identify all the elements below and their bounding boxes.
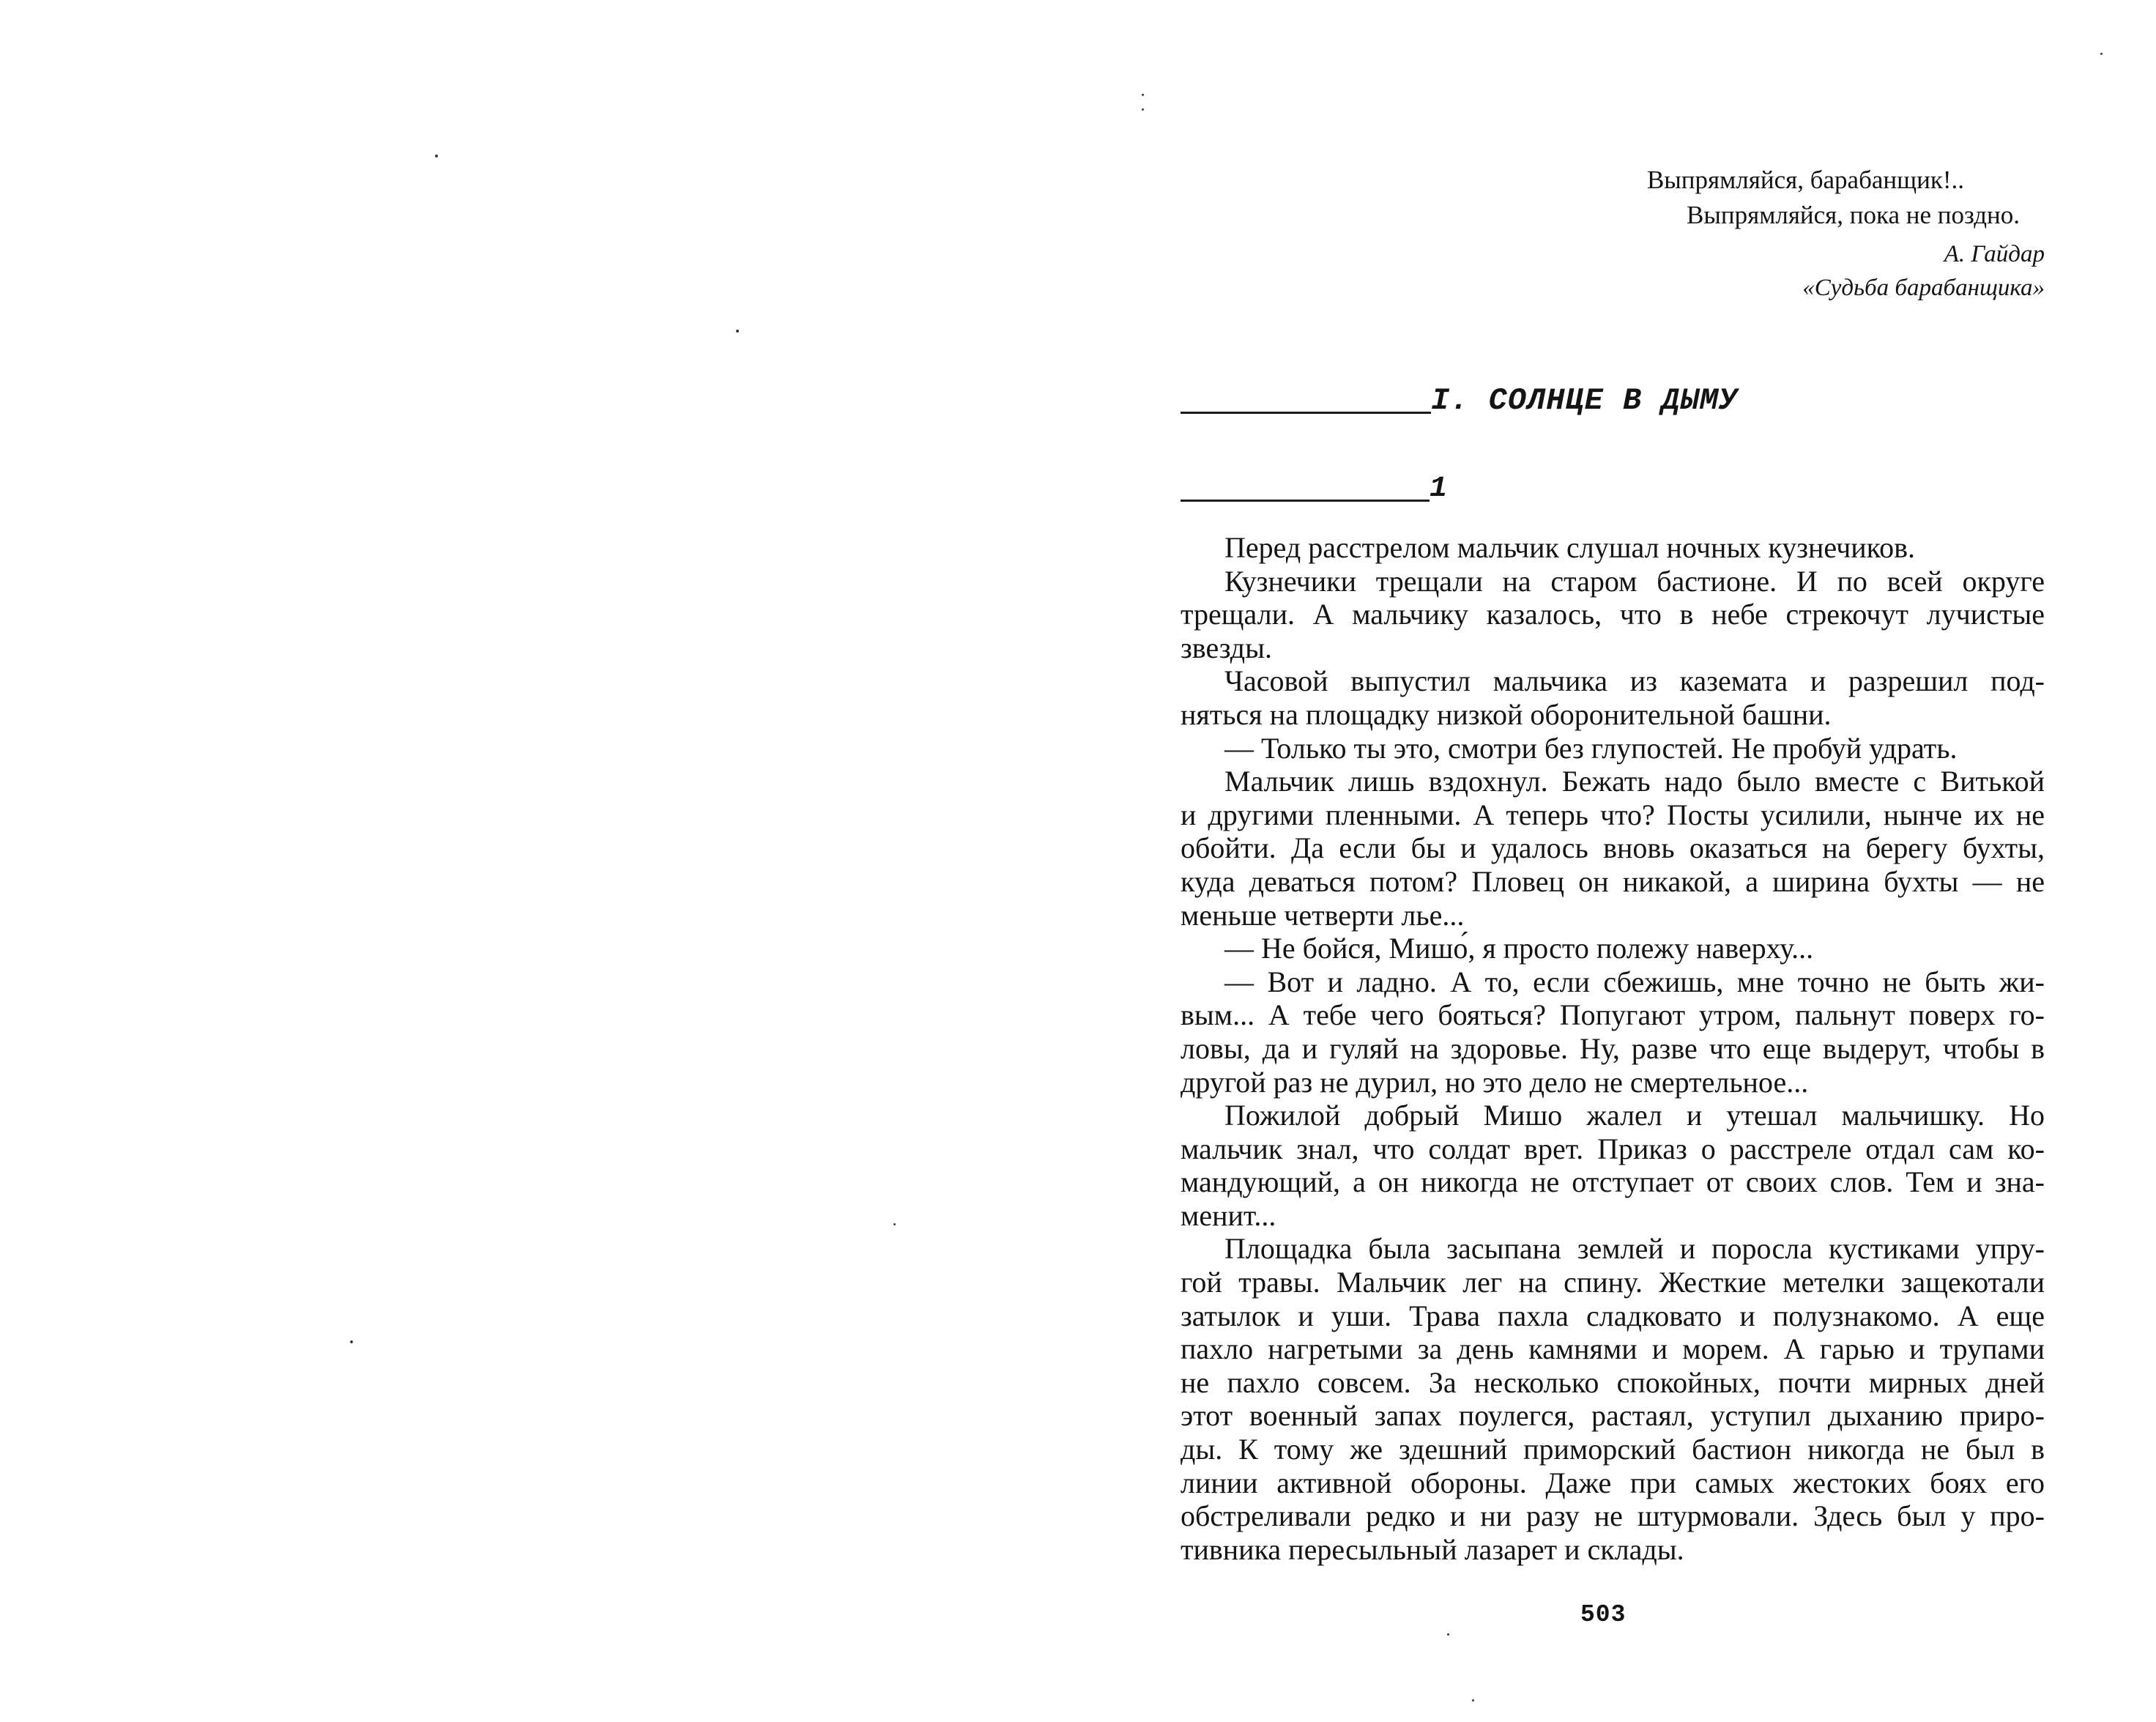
text-line: куда деваться потом? Пловец он никакой, а ширина бухты — не <box>1181 864 2045 898</box>
scan-speck <box>736 330 739 333</box>
text-line: Часовой выпустил мальчика из каземата и разрешил под- <box>1224 664 2045 698</box>
epigraph-author: А. Гайдар <box>1944 241 2045 267</box>
text-line: не пахло совсем. За несколько спокойных, почти мирных дней <box>1181 1365 2045 1399</box>
text-line: Мальчик лишь вздохнул. Бежать надо было вместе с Витькой <box>1224 765 2045 798</box>
text-line: менит... <box>1181 1198 1276 1232</box>
chapter-heading <box>1181 464 1447 507</box>
text-line: трещали. А мальчику казалось, что в небе стрекочут лучистые <box>1181 598 2045 631</box>
text-line: — Вот и ладно. А то, если сбежишь, мне точно не быть жи- <box>1224 965 2045 998</box>
text-line: Перед расстрелом мальчик слушал ночных кузнечиков. <box>1224 531 1915 564</box>
scan-speck <box>893 1223 896 1225</box>
text-line: — Не бойся, Мишо́, я просто полежу наверху... <box>1224 932 1814 965</box>
scan-speck <box>1447 1633 1449 1636</box>
text-line: звезды. <box>1181 631 1272 664</box>
page-number: 503 <box>1580 1601 1627 1628</box>
scan-speck <box>350 1340 353 1343</box>
text-line: ды. К тому же здешний приморский бастион никогда не был в <box>1181 1433 2045 1466</box>
text-line: и другими пленными. А теперь что? Посты усилили, нынче их не <box>1181 798 2045 831</box>
heading-rule <box>1181 500 1430 502</box>
text-line: гой травы. Мальчик лег на спину. Жесткие метелки защекотали <box>1181 1266 2045 1299</box>
text-line: другой раз не дурил, но это дело не смертельное... <box>1181 1065 1809 1099</box>
text-line: Кузнечики трещали на старом бастионе. И по всей округе <box>1224 564 2045 598</box>
text-line: обойти. Да если бы и удалось вновь оказаться на берегу бухты, <box>1181 831 2045 865</box>
text-line: ловы, да и гуляй на здоровье. Ну, разве что еще выдерут, чтобы в <box>1181 1031 2045 1065</box>
text-line: затылок и уши. Трава пахла сладковато и полузнакомо. А еще <box>1181 1299 2045 1332</box>
part-heading <box>1181 375 1738 419</box>
part-title: I. СОЛНЦЕ В ДЫМУ <box>1431 383 1739 418</box>
text-line: мальчик знал, что солдат врет. Приказ о расстреле отдал сам ко- <box>1181 1132 2045 1165</box>
heading-rule <box>1181 412 1431 414</box>
epigraph <box>1488 163 2045 305</box>
text-line: вым... А тебе чего бояться? Попугают утром, пальнут поверх го- <box>1181 998 2045 1032</box>
text-line: — Только ты это, смотри без глупостей. Не пробуй удрать. <box>1224 731 1958 765</box>
text-line: Площадка была засыпана землей и поросла кустиками упру- <box>1224 1232 2045 1266</box>
text-line: Пожилой добрый Мишо жалел и утешал мальчишку. Но <box>1224 1099 2045 1132</box>
text-line: обстреливали редко и ни разу не штурмовали. Здесь был у про- <box>1181 1499 2045 1533</box>
body-text <box>1181 531 2045 1566</box>
text-line: пахло нагретыми за день камнями и морем. А гарью и трупами <box>1181 1332 2045 1366</box>
text-line: этот военный запах поулегся, растаял, уступил дыханию приро- <box>1181 1399 2045 1433</box>
text-line: мандующий, а он никогда не отступает от своих слов. Тем и зна- <box>1181 1165 2045 1199</box>
text-line: тивника пересыльный лазарет и склады. <box>1181 1532 1684 1566</box>
left-page-blank <box>0 0 1077 1722</box>
epigraph-work-title: «Судьба барабанщика» <box>1802 275 2045 301</box>
chapter-number: 1 <box>1430 472 1448 505</box>
scan-speck <box>2100 53 2103 55</box>
text-line: линии активной обороны. Даже при самых жестоких боях его <box>1181 1466 2045 1499</box>
right-page <box>1077 0 2156 1722</box>
text-line: няться на площадку низкой оборонительной башни. <box>1181 697 1832 731</box>
scan-speck <box>435 155 438 157</box>
scan-speck <box>1472 1699 1474 1701</box>
epigraph-line: Выпрямляйся, пока не поздно. <box>1687 201 2020 229</box>
text-line: меньше четверти лье... <box>1181 898 1465 932</box>
epigraph-line: Выпрямляйся, барабанщик!.. <box>1646 166 1964 194</box>
